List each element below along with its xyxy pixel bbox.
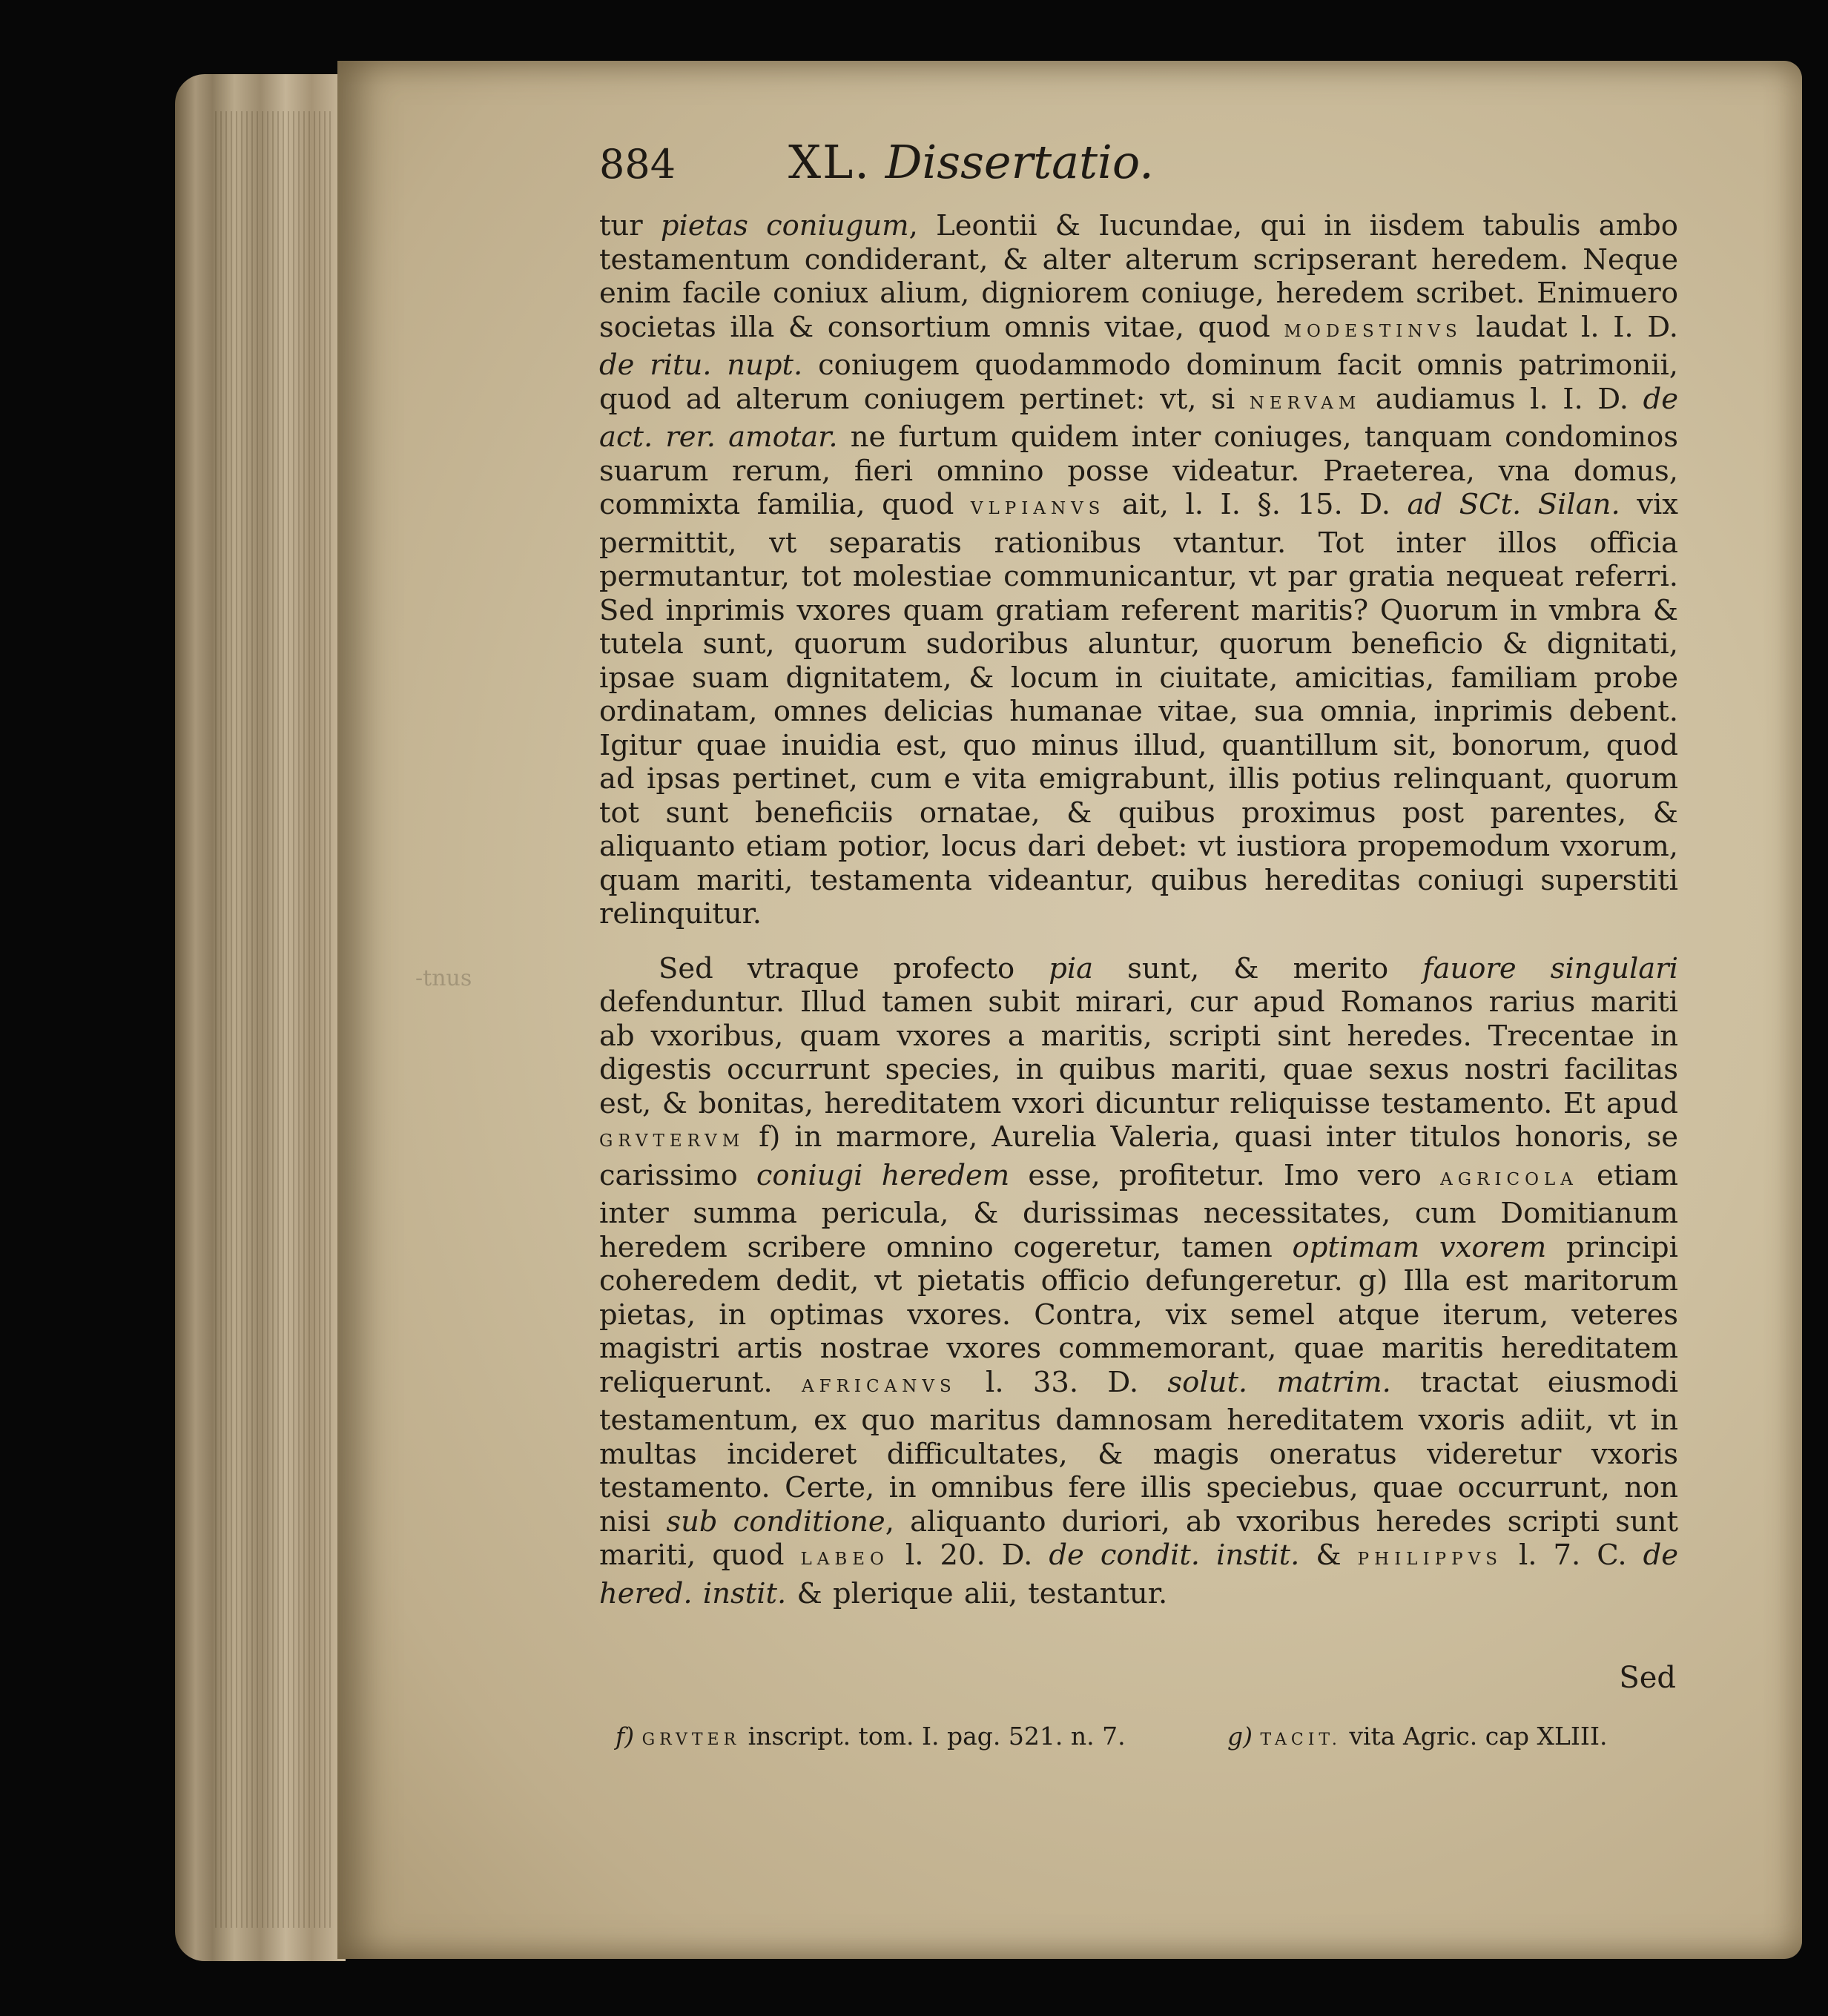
text-run: coniugem quodammodo dominum facit omnis patrimonii, quod ad alterum coniugem pertinet: vt, si (599, 348, 1678, 416)
italic-citation: optimam vxorem (1292, 1230, 1547, 1264)
jurist-name: VLPIANVS (970, 499, 1106, 518)
running-title (788, 135, 1154, 189)
italic-citation: fauore singulari (1422, 951, 1678, 985)
italic-citation: solut. matrim. (1167, 1365, 1391, 1399)
footnote-mark: g) (1227, 1722, 1253, 1751)
italic-citation: ad SCt. Silan. (1407, 488, 1620, 521)
jurist-name: MODESTINVS (1284, 321, 1462, 341)
paragraph-1 (599, 209, 1678, 931)
text-run: , Leontii & Iucundae, qui in iisdem tabulis ambo testamentum condiderant, & alter alterum scripserant heredem. Neque enim facile coniux alium, digniorem coniuge, heredem scribet. Enimuero societas illa & consortium omnis vitae, quod (599, 209, 1678, 344)
text-run: ne furtum quidem inter coniuges, tanquam condominos suarum rerum, fieri omnino posse videatur. Praeterea, vna domus, commixta familia, quod (599, 420, 1679, 521)
text-run: defenduntur. Illud tamen subit mirari, cur apud Romanos rarius mariti ab vxoribus, quam vxores a maritis, scripti sint heredes. Trecentae in digestis occurrunt species, in quibus mariti, quae sexus nostri facilitas est, & bonitas, hereditatem vxori dicuntur reliquisse testamento. Et apud (599, 985, 1678, 1120)
italic-citation: pietas coniugum (660, 209, 909, 242)
bleed-through-text: -tnus (415, 965, 472, 991)
text-run: ait, l. I. §. 15. D. (1105, 488, 1408, 521)
jurist-name: AFRICANVS (802, 1376, 957, 1396)
text-run: Sed vtraque profecto (659, 951, 1049, 985)
jurist-name: AGRICOLA (1440, 1169, 1578, 1189)
title-word: Dissertatio. (885, 135, 1154, 189)
page-stack-lines (215, 111, 334, 1928)
text-run: f) in marmore, Aurelia Valeria, quasi inter titulos honoris, se carissimo (599, 1120, 1678, 1192)
text-run: l. 7. C. (1502, 1539, 1643, 1572)
text-run: & plerique alii, testantur. (786, 1576, 1168, 1610)
italic-citation: sub conditione (666, 1504, 885, 1539)
text-run: etiam inter summa pericula, & durissimas necessitates, cum Domitianum heredem scribere omnino cogeretur, tamen (599, 1158, 1678, 1264)
italic-citation: de hered. instit. (599, 1539, 1678, 1610)
text-run: esse, profitetur. Imo vero (1009, 1158, 1441, 1192)
footnote-g (1227, 1722, 1607, 1751)
footnote-author: GRVTER (641, 1731, 741, 1749)
jurist-name: PHILIPPVS (1357, 1550, 1502, 1569)
text-run: tur (599, 209, 661, 242)
body-text (599, 209, 1678, 1610)
title-roman: XL. (788, 135, 871, 189)
footnote-reference: inscript. tom. I. pag. 521. n. 7. (748, 1722, 1126, 1751)
footnote-reference: vita Agric. cap XLIII. (1349, 1722, 1608, 1751)
italic-citation: coniugi heredem (756, 1158, 1010, 1192)
italic-citation: pia (1049, 951, 1094, 985)
italic-citation: de act. rer. amotar. (599, 382, 1678, 454)
running-header (599, 132, 1400, 199)
footnote-author: TACIT. (1260, 1731, 1342, 1749)
footnote-f (616, 1722, 1126, 1751)
text-run: audiamus l. I. D. (1361, 382, 1643, 416)
text-run: sunt, & merito (1093, 951, 1423, 985)
catchword: Sed (1619, 1661, 1676, 1695)
footnote-mark: f) (616, 1722, 635, 1751)
italic-citation: de ritu. nupt. (599, 348, 803, 382)
text-run: & (1299, 1539, 1358, 1572)
paragraph-2 (599, 952, 1678, 1611)
text-run: laudat l. I. D. (1462, 310, 1678, 344)
italic-citation: de condit. instit. (1049, 1539, 1300, 1572)
jurist-name: NERVAM (1249, 393, 1362, 413)
text-run: vix permittit, vt separatis rationibus vtantur. Tot inter illos officia permutantur, tot molestiae communicantur, vt par gratia nequeat referri. Sed inprimis vxores quam gratiam referent maritis? Quorum in vmbra & tutela sunt, quorum sudoribus aluntur, quorum beneficio & dignitati, ipsae suam dignitatem, & locum in ciuitate, amicitias, familiam probe ordinatam, omnes delicias humanae vitae, sua omnia, inprimis debent. Igitur quae inuidia est, quo minus illud, quantillum sit, bonorum, quod ad ipsas pertinet, cum e vita emigrabunt, illis potius relinquant, quorum tot sunt beneficiis ornatae, & quibus proximus post parentes, & aliquanto etiam potior, locus dari debet: vt iustiora propemodum vxorum, quam mariti, testamenta videantur, quibus hereditas coniugi superstiti relinquitur. (599, 488, 1679, 931)
page-number: 884 (599, 141, 676, 188)
text-run: l. 33. D. (956, 1365, 1168, 1399)
text-run: , aliquanto duriori, ab vxoribus heredes scripti sunt mariti, quod (599, 1504, 1679, 1572)
text-run: l. 20. D. (888, 1539, 1049, 1572)
jurist-name: GRVTERVM (599, 1131, 745, 1151)
text-run: principi coheredem dedit, vt pietatis officio defungeretur. g) Illa est maritorum pietas, in optimas vxores. Contra, vix semel atque iterum, veteres magistri artis nostrae vxores commemorant, quae maritis hereditatem reliquerunt. (599, 1230, 1678, 1399)
text-run: tractat eiusmodi testamentum, ex quo maritus damnosam hereditatem vxoris adiit, vt in multas incideret difficultates, & magis oneratus videretur vxoris testamento. Certe, in omnibus fere illis speciebus, quae occurrunt, non nisi (599, 1365, 1679, 1539)
jurist-name: LABEO (800, 1550, 889, 1569)
